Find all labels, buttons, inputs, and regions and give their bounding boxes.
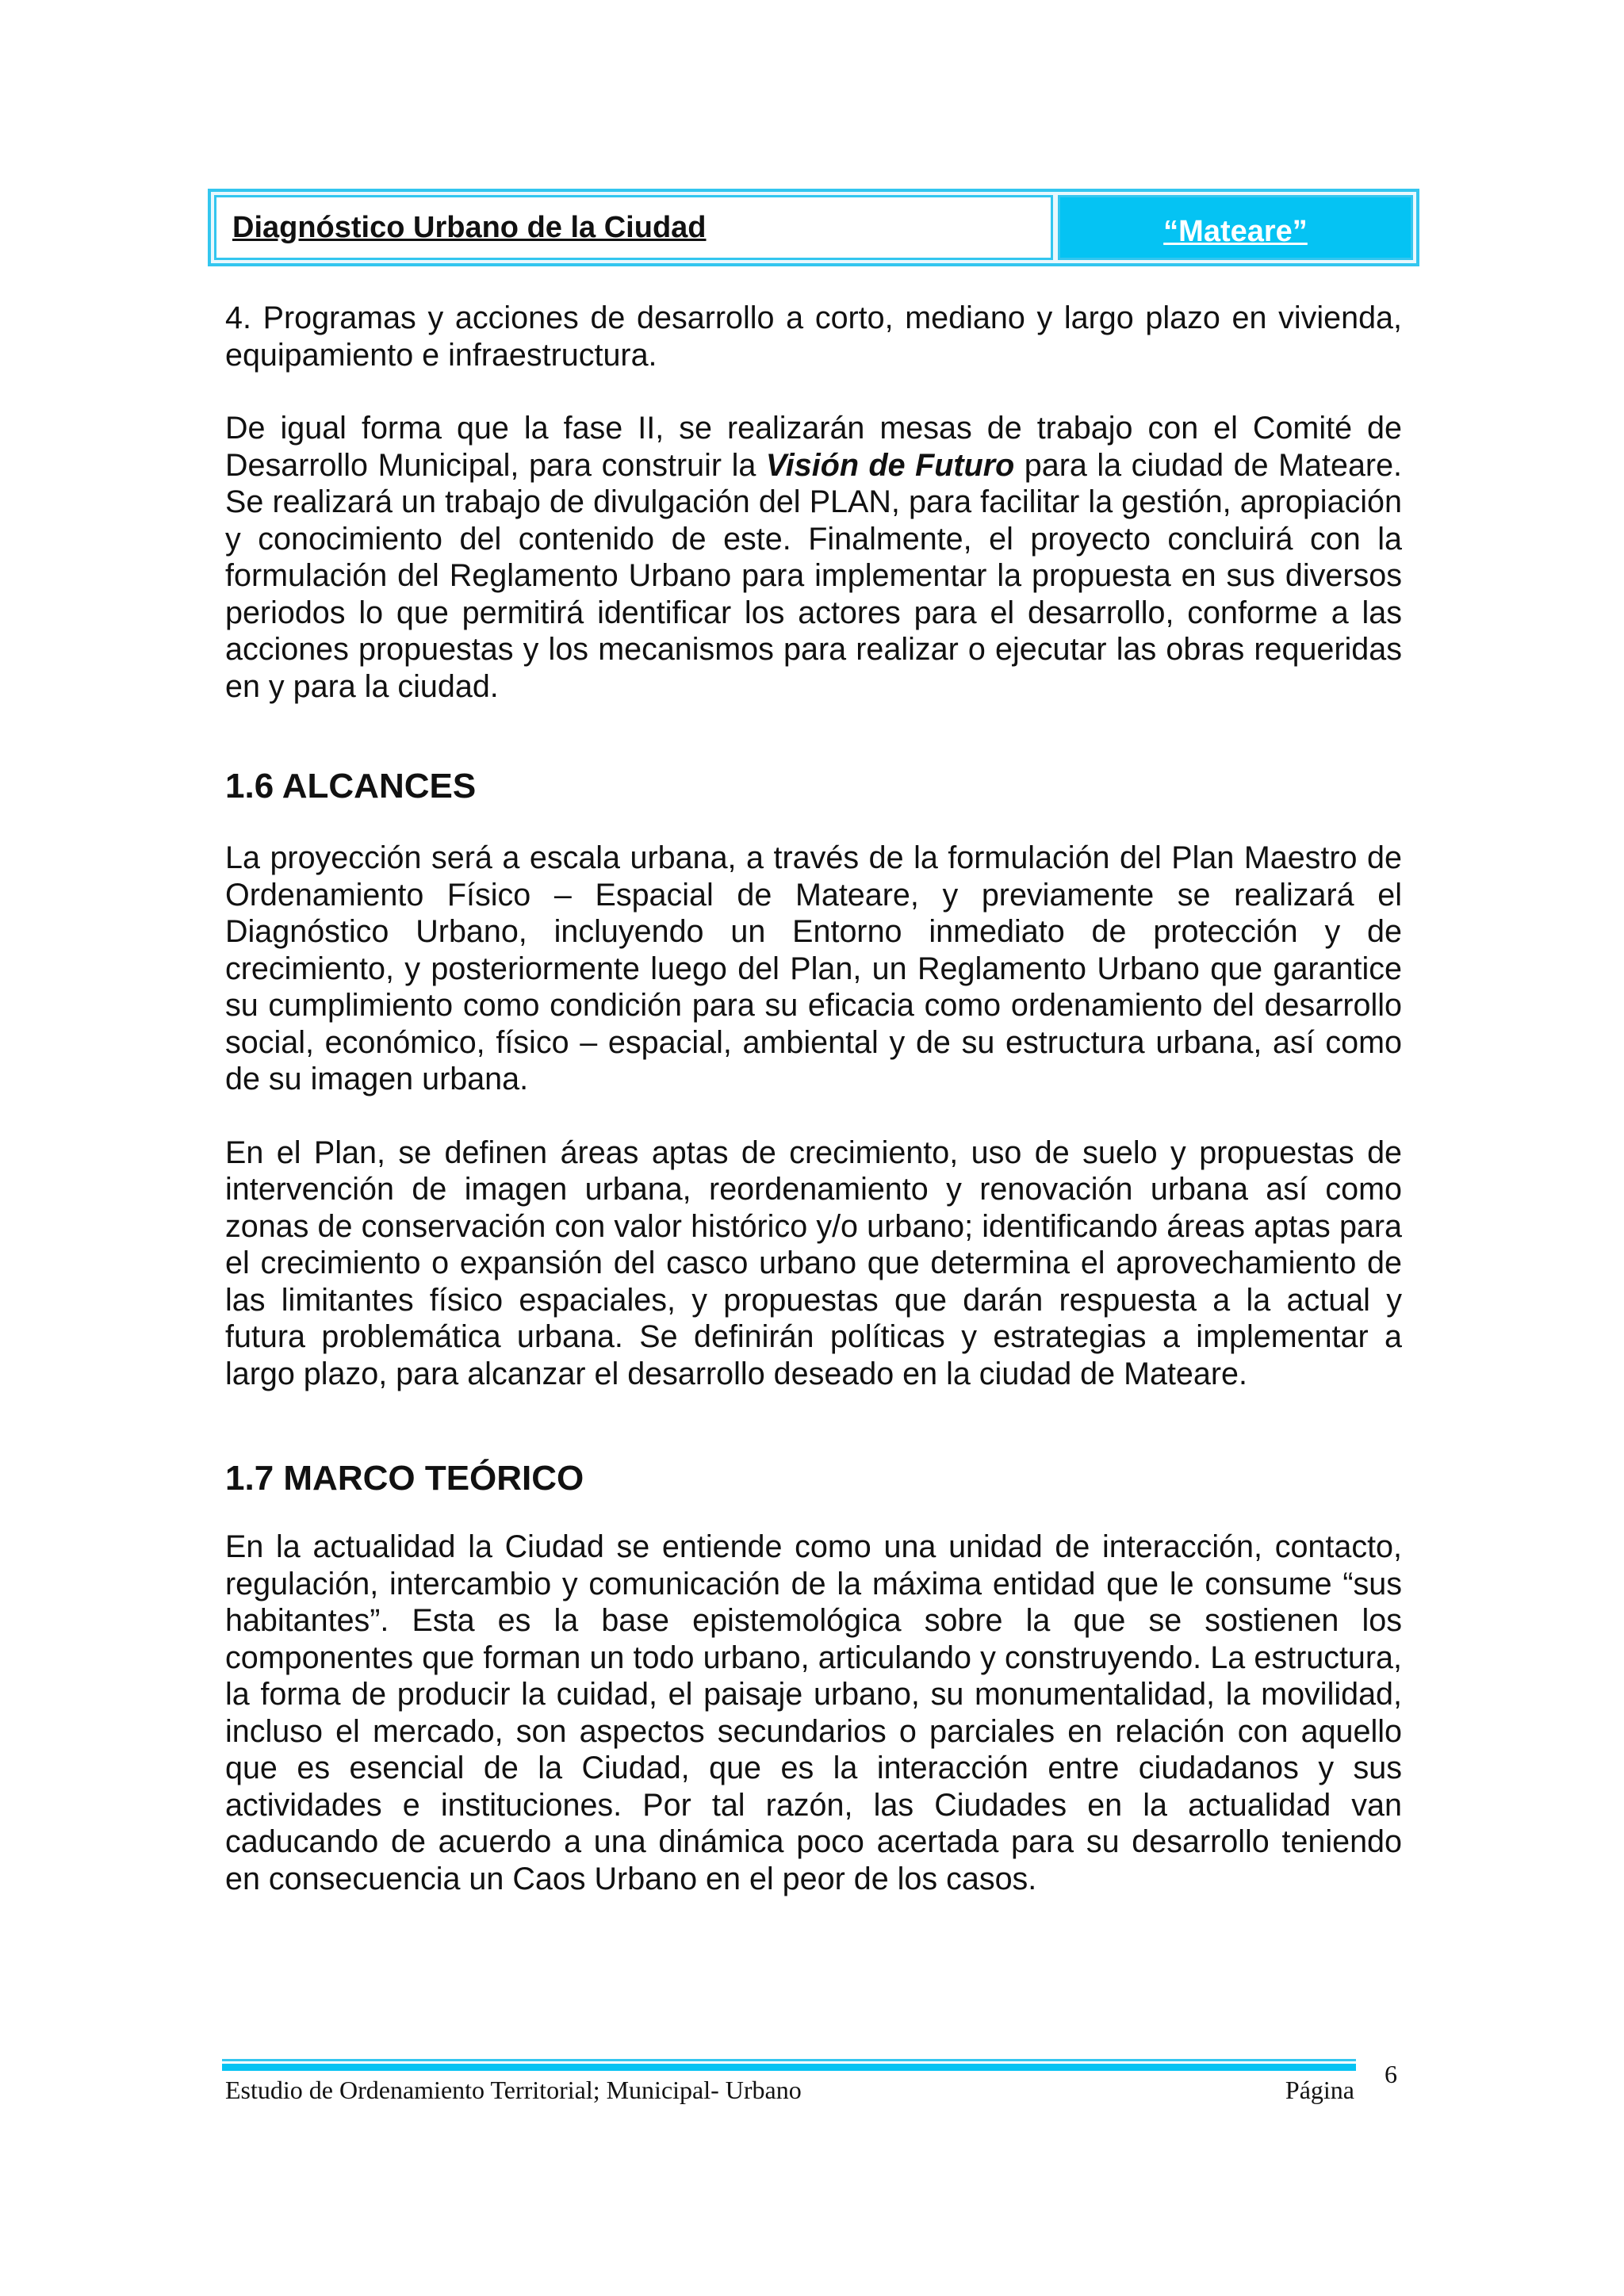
list-item-4: 4. Programas y acciones de desarrollo a corto, mediano y largo plazo en vivienda, equipamiento e infraestructura. [225, 300, 1402, 373]
header-city: “Mateare” [1163, 214, 1308, 248]
footer-study-title: Estudio de Ordenamiento Territorial; Municipal- Urbano [225, 2076, 802, 2104]
footer-rule-thin [222, 2059, 1356, 2061]
document-header [208, 189, 1419, 266]
paragraph-proyeccion: La proyección será a escala urbana, a través de la formulación del Plan Maestro de Ordenamiento Físico – Espacial de Mateare, y previamente se realizará el Diagnóstico Urbano, incluyendo un Entorno inmediato de protección y de crecimiento, y posteriormente luego del Plan, un Reglamento Urbano que garantice su cumplimiento como condición para su eficacia como ordenamiento del desarrollo social, económico, físico – espacial, ambiental y de su estructura urbana, así como de su imagen urbana. [225, 840, 1402, 1096]
header-title-cell [214, 195, 1053, 260]
section-heading-alcances: 1.6 ALCANCES [225, 767, 477, 806]
paragraph-fase-vision [225, 410, 1402, 705]
footer-rule-thick [222, 2064, 1356, 2071]
vision-de-futuro-emphasis: Visión de Futuro [765, 447, 1015, 483]
footer-page-label: Página [1285, 2076, 1354, 2104]
header-city-cell [1058, 195, 1413, 260]
paragraph-text-b: para la ciudad de Mateare. Se realizará un trabajo de divulgación del PLAN, para facilitar la gestión, apropiación y conocimiento del contenido de este. Finalmente, el proyecto concluirá con la formulación del Reglamento Urbano para implementar la propuesta en sus diversos periodos lo que permitirá identificar los actores para el desarrollo, conforme a las acciones propuestas y los mecanismos para realizar o ejecutar las obras requeridas en y para la ciudad. [225, 447, 1403, 704]
footer-page-number: 6 [1385, 2060, 1397, 2088]
document-body [225, 300, 1402, 1897]
paragraph-marco-teorico: En la actualidad la Ciudad se entiende como una unidad de interacción, contacto, regulación, intercambio y comunicación de la máxima entidad que le consume “sus habitantes”. Esta es la base epistemológica sobre la que se sostienen los componentes que forman un todo urbano, articulando y construyendo. La estructura, la forma de producir la cuidad, el paisaje urbano, su monumentalidad, la movilidad, incluso el mercado, son aspectos secundarios o parciales en relación con aquello que es esencial de la Ciudad, que es la interacción entre ciudadanos y sus actividades e instituciones. Por tal razón, las Ciudades en la actualidad van caducando de acuerdo a una dinámica poco acertada para su desarrollo teniendo en consecuencia un Caos Urbano en el peor de los casos. [225, 1529, 1402, 1896]
paragraph-plan: En el Plan, se definen áreas aptas de crecimiento, uso de suelo y propuestas de intervención de imagen urbana, reordenamiento y renovación urbana así como zonas de conservación con valor histórico y/o urbano; identificando áreas aptas para el crecimiento o expansión del casco urbano que determina el aprovechamiento de las limitantes físico espaciales, y propuestas que darán respuesta a la actual y futura problemática urbana. Se definirán políticas y estrategias a implementar a largo plazo, para alcanzar el desarrollo deseado en la ciudad de Mateare. [225, 1135, 1402, 1391]
paragraph-text-a: De igual forma que la fase II, se realizarán mesas de trabajo con el Comité de Desarrollo Municipal, para construir la [225, 411, 1402, 483]
section-heading-marco-teorico: 1.7 MARCO TEÓRICO [225, 1459, 584, 1498]
header-title: Diagnóstico Urbano de la Ciudad [232, 210, 707, 244]
